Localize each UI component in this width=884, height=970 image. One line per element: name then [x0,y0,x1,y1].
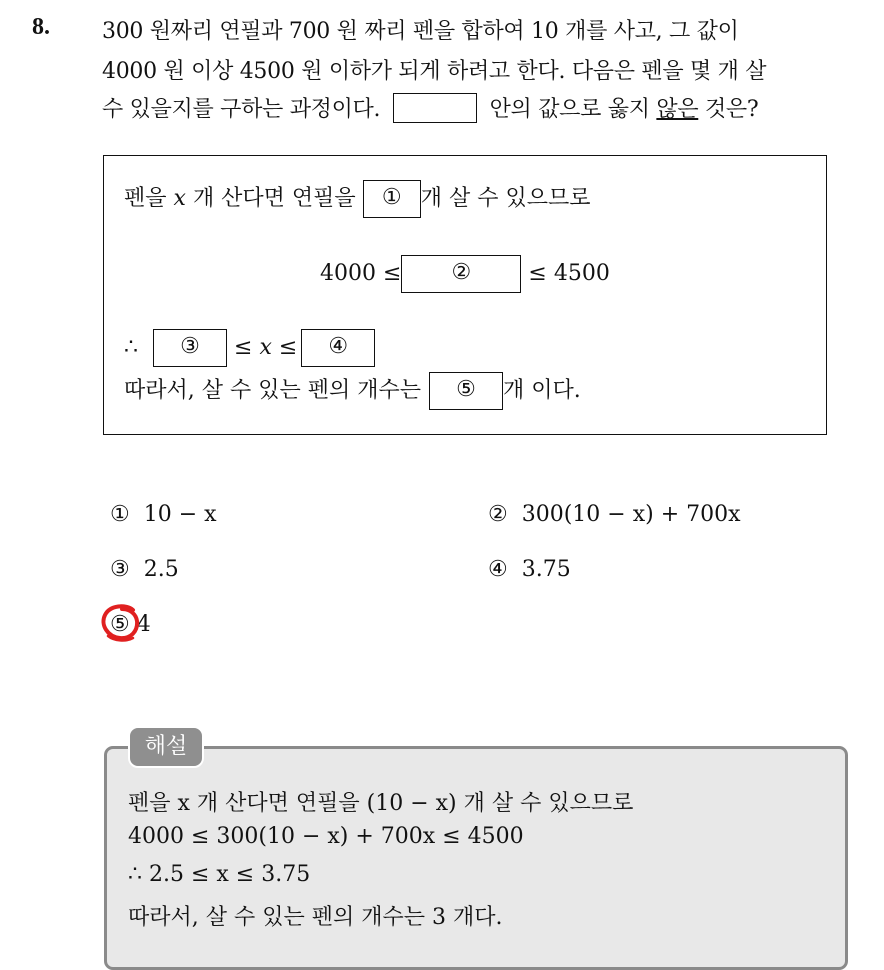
process-line-1 [124,180,590,218]
process-text: ≤ [234,335,253,360]
blank-mark-1: ① [363,180,421,218]
blank-mark-2: ② [401,255,521,293]
blank-mark-5: ⑤ [429,372,503,410]
process-box [103,155,827,435]
solution-line-3: ∴ 2.5 ≤ x ≤ 3.75 [128,862,311,887]
choice-text: 4 [136,612,151,637]
blank-mark-4: ④ [301,329,375,367]
variable-x: x [259,335,272,360]
blank-mark-3: ③ [153,329,227,367]
process-text: 개 이다. [502,378,581,403]
process-line-4 [124,372,581,410]
choice-1[interactable] [110,502,217,527]
process-text: 개 살 수 있으므로 [420,186,591,211]
question-text-end: 것은? [704,97,759,122]
process-line-2 [320,255,610,293]
choice-4[interactable] [488,557,571,582]
question-underlined-word: 않은 [656,97,699,122]
answer-circle-icon [100,603,142,643]
question-number: 8. [32,14,50,40]
choice-text: 300(10 − x) + 700x [521,502,741,527]
question-text-after-blank: 안의 값으로 옳지 [489,97,650,122]
process-text: 4000 ≤ [320,261,402,286]
question-text-line-2: 4000 원 이상 4500 원 이하가 되게 하려고 한다. 다음은 펜을 몇 개 살 [102,59,767,84]
solution-tag: 해설 [128,726,204,768]
solution-line-2: 4000 ≤ 300(10 − x) + 700x ≤ 4500 [128,824,524,849]
choice-number: ① [110,502,130,527]
blank-box-icon [393,93,477,123]
process-line-3 [124,329,375,367]
solution-line-4: 따라서, 살 수 있는 펜의 개수는 3 개다. [128,905,503,930]
solution-line-1: 펜을 x 개 산다면 연필을 (10 − x) 개 살 수 있으므로 [128,791,634,816]
choice-text: 2.5 [143,557,179,582]
choice-text: 3.75 [521,557,571,582]
process-text: ≤ [278,335,298,360]
question-text-line-3 [102,92,758,125]
process-text: 개 산다면 연필을 [192,186,356,211]
process-text: 펜을 [124,186,167,211]
choice-number: ④ [488,557,508,582]
therefore-symbol: ∴ [124,335,138,360]
choice-number: ③ [110,557,130,582]
choice-3[interactable] [110,557,179,582]
choice-2[interactable] [488,502,741,527]
variable-x: x [173,186,186,211]
solution-box [104,746,848,970]
process-text: 따라서, 살 수 있는 펜의 개수는 [124,378,421,403]
question-text-line-1: 300 원짜리 연필과 700 원 짜리 펜을 합하여 10 개를 사고, 그 값이 [102,19,739,44]
choice-number: ⑤ [110,612,130,637]
choice-number: ② [488,502,508,527]
question-text-before-blank: 수 있을지를 구하는 과정이다. [102,97,381,122]
choice-text: 10 − x [143,502,217,527]
process-text: ≤ 4500 [528,261,610,286]
